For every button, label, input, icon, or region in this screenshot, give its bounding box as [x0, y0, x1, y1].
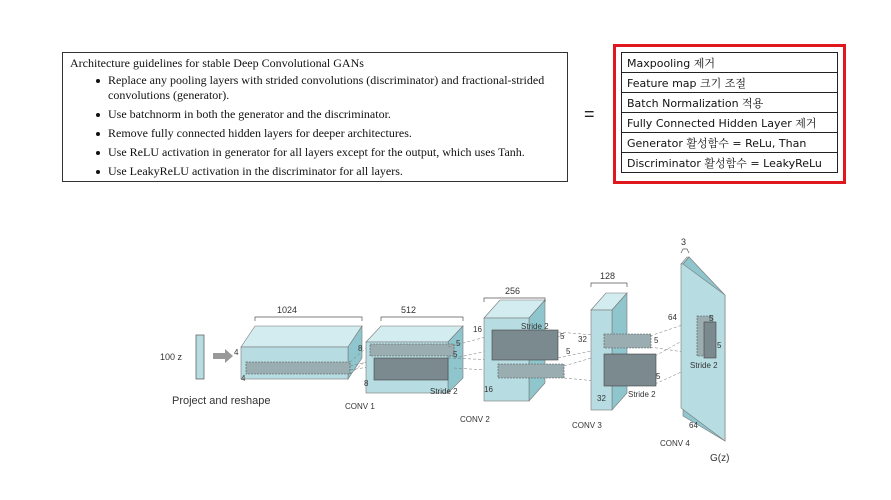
conv1-width-label: 512 [401, 305, 417, 315]
conv2-width-label: 256 [505, 286, 521, 296]
conv4-width-label: 3 [681, 237, 687, 247]
equals-sign: = [584, 104, 595, 124]
conv1-k1-label: 5 [456, 339, 461, 348]
guideline-item: Use ReLU activation in generator for all layers except for the output, which uses Tanh. [108, 145, 560, 160]
conv1-d-label: 8 [364, 379, 369, 388]
conv1-block [366, 326, 463, 393]
conv1-k2-label: 5 [453, 350, 458, 359]
conv3-k2-label: 5 [656, 372, 661, 381]
summary-row: Batch Normalization 적용 [622, 93, 838, 113]
conv4-d-label: 64 [689, 421, 698, 430]
conv1-stride-label: Stride 2 [430, 387, 458, 396]
conv4-stride-label: Stride 2 [690, 361, 718, 370]
projected-block [241, 326, 362, 379]
z-input-label: 100 z [160, 352, 183, 362]
block0-h-label: 4 [234, 348, 239, 357]
z-input-vector [196, 335, 204, 379]
guideline-item: Use LeakyReLU activation in the discriminator for all layers. [108, 164, 560, 179]
block0-width-label: 1024 [277, 305, 298, 315]
width-bracket-4 [681, 249, 689, 253]
conv2-k2-label: 5 [566, 347, 571, 356]
project-reshape-label: Project and reshape [172, 395, 271, 407]
conv2-h-label: 16 [473, 325, 482, 334]
conv1-name-label: CONV 1 [345, 402, 375, 411]
width-bracket-1 [381, 317, 463, 321]
conv3-d-label: 32 [597, 394, 606, 403]
guideline-item: Replace any pooling layers with strided convolutions (discriminator) and fractional-strided convolutions (generator). [108, 73, 560, 103]
output-label: G(z) [710, 453, 730, 464]
conv3-name-label: CONV 3 [572, 421, 602, 430]
conv2-name-label: CONV 2 [460, 415, 490, 424]
conv3-width-label: 128 [600, 271, 616, 281]
summary-row: Feature map 크기 조절 [622, 73, 838, 93]
project-arrow-icon [213, 349, 233, 363]
conv2-block [484, 300, 564, 401]
conv4-name-label: CONV 4 [660, 439, 690, 448]
conv4-k1-label: 5 [709, 314, 714, 323]
conv4-k2-label: 5 [717, 341, 722, 350]
summary-row: Generator 활성함수 = ReLu, Than [622, 133, 838, 153]
guidelines-title: Architecture guidelines for stable Deep Convolutional GANs [70, 56, 364, 70]
conv2-d-label: 16 [484, 385, 493, 394]
summary-row: Maxpooling 제거 [622, 53, 838, 73]
block0-d-label: 4 [241, 374, 246, 383]
conv3-h-label: 32 [578, 335, 587, 344]
summary-row: Discriminator 활성함수 = LeakyReLu [622, 153, 838, 173]
conv4-h-label: 64 [668, 313, 677, 322]
width-bracket-3 [591, 283, 627, 287]
conv3-stride-label: Stride 2 [628, 390, 656, 399]
conv3-k1-label: 5 [654, 336, 659, 345]
conv2-stride-label: Stride 2 [521, 322, 549, 331]
guideline-item: Remove fully connected hidden layers for deeper architectures. [108, 126, 560, 141]
summary-row: Fully Connected Hidden Layer 제거 [622, 113, 838, 133]
conv1-h-label: 8 [358, 344, 363, 353]
width-bracket-0 [255, 317, 362, 321]
conv2-k1-label: 5 [560, 332, 565, 341]
guideline-item: Use batchnorm in both the generator and the discriminator. [108, 107, 560, 122]
